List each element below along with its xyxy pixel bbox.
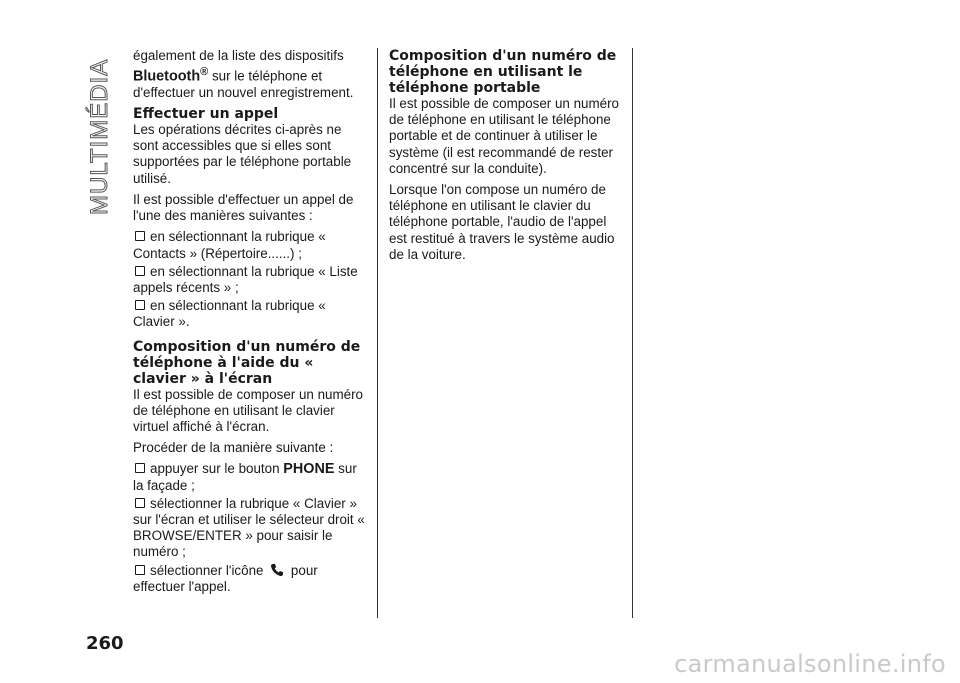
- section-title: MULTIMÉDIA: [86, 58, 113, 215]
- heading-effectuer-appel: Effectuer un appel: [133, 106, 279, 123]
- checkbox-bullet-icon: [135, 463, 145, 473]
- bluetooth-term: Bluetooth: [133, 68, 201, 85]
- paragraph: Lorsque l'on compose un numéro de téléphone en utilisant le clavier du téléphone portable, l'audio de l'appel est restitué à travers le système audio de la voiture.: [389, 182, 615, 262]
- paragraph: Il est possible de composer un numéro de téléphone en utilisant le clavier virtuel affiché à l'écran.: [133, 386, 363, 434]
- paragraph: Il est possible d'effectuer un appel de l'une des manières suivantes :: [133, 191, 354, 224]
- text-column-left: [133, 48, 368, 597]
- list-item: en sélectionnant la rubrique « Liste appels récents » ;: [133, 263, 358, 295]
- list-item: sélectionner la rubrique « Clavier » sur l'écran et utiliser le sélecteur droit « BROWSE/ENTER » pour saisir le numéro ;: [133, 495, 365, 560]
- paragraph: Procéder de la manière suivante :: [133, 440, 334, 456]
- section-side-label: [80, 45, 120, 215]
- registered-mark: ®: [200, 66, 209, 79]
- list-item: sélectionner l'icône pour effectuer l'appel.: [133, 562, 318, 594]
- heading-composition-clavier: Composition d'un numéro de téléphone à l'aide du « clavier » à l'écran: [133, 338, 361, 387]
- list-item: en sélectionnant la rubrique « Contacts » (Répertoire......) ;: [133, 229, 326, 261]
- column-divider: [632, 48, 633, 618]
- paragraph: Il est possible de composer un numéro de téléphone en utilisant le téléphone portable et de continuer à utiliser le système (il est recommandé de rester concentré sur la conduite).: [389, 96, 619, 176]
- checkbox-bullet-icon: [135, 565, 145, 575]
- column-divider: [377, 48, 378, 618]
- intro-paragraph: également de la liste des dispositifs Bluetooth® sur le téléphone et d'effectuer un nouvel enregistrement.: [133, 48, 354, 100]
- list-item: appuyer sur le bouton PHONE sur la façade ;: [133, 461, 357, 493]
- watermark: carmanualsonline.info: [674, 650, 946, 678]
- checkbox-bullet-icon: [135, 266, 145, 276]
- phone-handset-icon: [269, 563, 285, 577]
- heading-composition-portable: Composition d'un numéro de téléphone en utilisant le téléphone portable: [389, 48, 617, 96]
- checkbox-bullet-icon: [135, 231, 145, 241]
- checkbox-bullet-icon: [135, 498, 145, 508]
- checkbox-bullet-icon: [135, 300, 145, 310]
- list-item: en sélectionnant la rubrique « Clavier ».: [133, 298, 326, 330]
- phone-button-term: PHONE: [283, 461, 335, 478]
- text-column-middle: [389, 48, 624, 268]
- paragraph: Les opérations décrites ci-après ne sont accessibles que si elles sont supportées par le téléphone portable utilisé.: [133, 122, 352, 186]
- page-number: 260: [86, 633, 124, 654]
